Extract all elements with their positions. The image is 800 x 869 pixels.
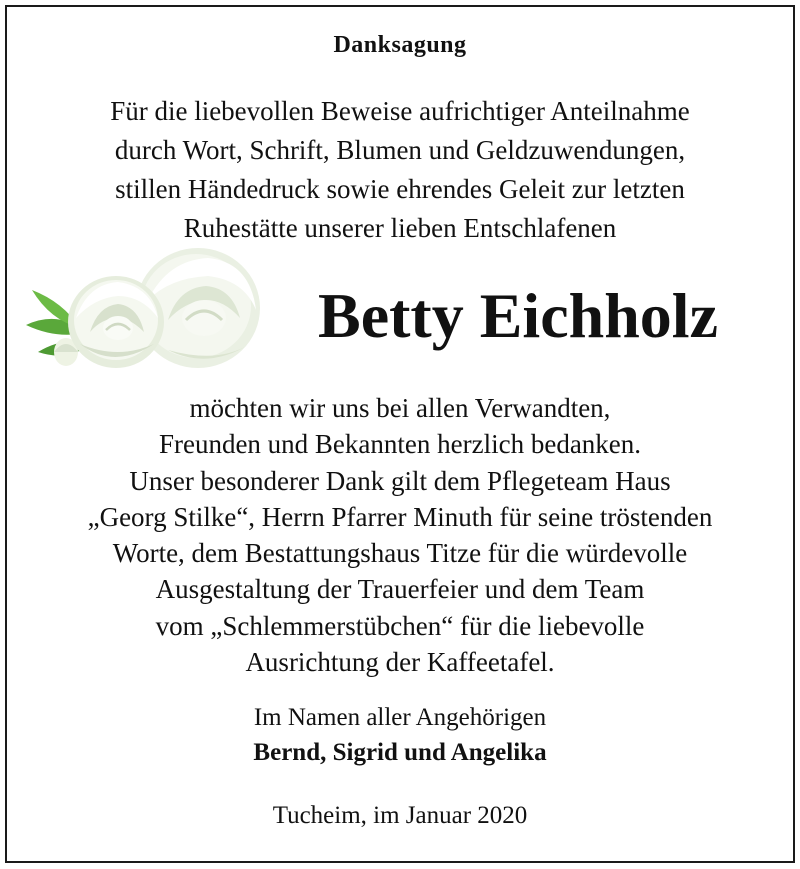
intro-line: durch Wort, Schrift, Blumen und Geldzuwendungen, bbox=[114, 135, 686, 165]
intro-line: Für die liebevollen Beweise aufrichtiger Anteilnahme bbox=[110, 96, 690, 126]
thanks-line: Ausgestaltung der Trauerfeier und dem Team bbox=[155, 574, 645, 605]
thanks-line: Ausrichtung der Kaffeetafel. bbox=[245, 647, 555, 678]
signatories: Bernd, Sigrid und Angelika bbox=[253, 739, 547, 766]
intro-text bbox=[0, 92, 800, 248]
thanks-line: vom „Schlemmerstübchen“ für die liebevolle bbox=[155, 610, 645, 641]
thanks-text bbox=[0, 390, 800, 680]
thanks-line: Unser besonderer Dank gilt dem Pflegeteam Haus bbox=[129, 465, 671, 496]
thanks-line: „Georg Stilke“, Herrn Pfarrer Minuth für seine tröstenden bbox=[87, 501, 713, 532]
intro-line: stillen Händedruck sowie ehrendes Geleit zur letzten bbox=[115, 174, 685, 204]
thanks-line: Worte, dem Bestattungshaus Titze für die würdevolle bbox=[112, 538, 688, 569]
thanks-line: möchten wir uns bei allen Verwandten, bbox=[189, 393, 611, 423]
closing-line: Im Namen aller Angehörigen bbox=[253, 704, 547, 731]
place-date: Tucheim, im Januar 2020 bbox=[272, 802, 528, 829]
thanks-line: Freunden und Bekannten herzlich bedanken. bbox=[158, 429, 642, 460]
white-roses-icon bbox=[18, 240, 268, 380]
closing-block bbox=[0, 700, 800, 770]
deceased-name: Betty Eichholz bbox=[318, 280, 718, 351]
intro-line: Ruhestätte unserer lieben Entschlafenen bbox=[183, 213, 617, 243]
notice-title: Danksagung bbox=[333, 32, 467, 58]
